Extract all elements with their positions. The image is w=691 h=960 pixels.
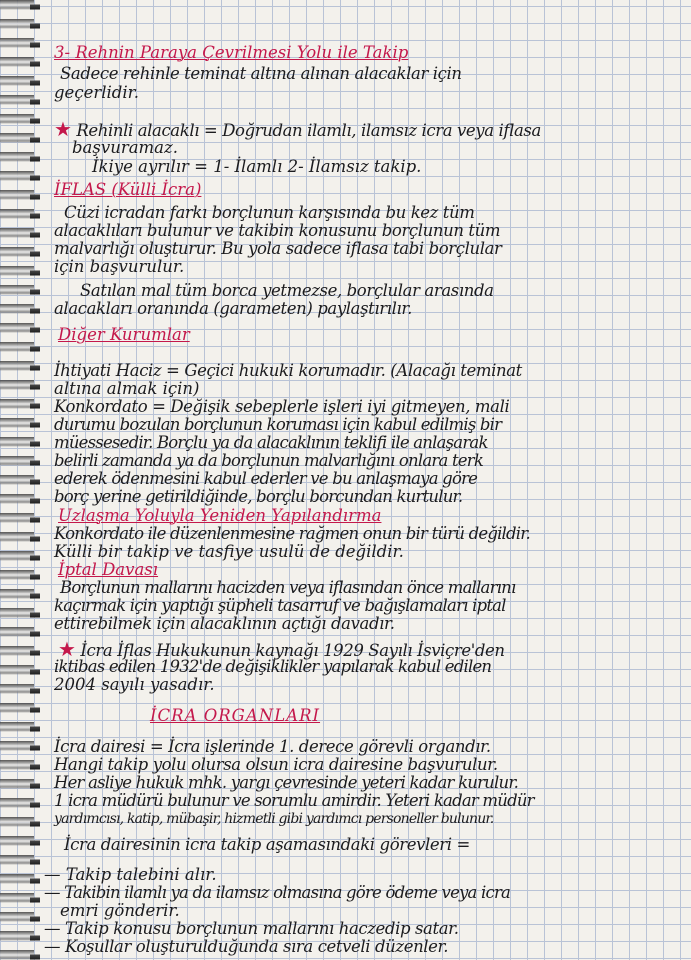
text-line: Cüzi icradan farkı borçlunun karşısında bu kez tüm (64, 203, 475, 222)
text-line: ederek ödenmesini kabul ederler ve bu anlaşmaya göre (54, 469, 478, 488)
binding-holes (30, 0, 40, 960)
text-line (58, 637, 505, 661)
list-item: — Koşullar oluşturulduğunda sıra cetveli düzenler. (44, 937, 449, 956)
text-line: borç yerine getirildiğinde, borçlu borcundan kurtulur. (54, 487, 463, 506)
text-line: malvarlığı oluşturur. Bu yola sadece iflasa tabi borçlular (54, 239, 502, 258)
heading-diger-kurumlar: Diğer Kurumlar (58, 325, 190, 344)
heading-rehin: 3- Rehnin Paraya Çevrilmesi Yolu ile Takip (54, 43, 409, 62)
text-line: emri gönderir. (60, 901, 180, 920)
star-icon: ★ (54, 117, 72, 141)
text-line: 2004 sayılı yasadır. (54, 675, 215, 694)
text-line: Her asliye hukuk mhk. yargı çevresinde yeteri kadar kurulur. (54, 773, 519, 792)
text-line: altına almak için) (54, 379, 200, 398)
text-line: iktibas edilen 1932'de değişiklikler yapılarak kabul edilen (54, 657, 492, 676)
text-line: belirli zamanda ya da borçlunun malvarlığını onlara terk (54, 451, 484, 470)
text-line: başvuramaz. (72, 138, 178, 157)
text-line: 1 icra müdürü bulunur ve sorumlu amirdir. Yeteri kadar müdür (54, 791, 534, 810)
list-item: — Takip konusu borçlunun mallarını haczedip satar. (44, 919, 459, 938)
text-line: Satılan mal tüm borca yetmezse, borçlular arasında (80, 281, 494, 300)
text-line: Külli bir takip ve tasfiye usulü de değildir. (54, 542, 404, 561)
note-text: Rehinli alacaklı = Doğrudan ilamlı, ilamsız icra veya iflasa (76, 121, 541, 140)
text-line: alacakları oranında (garameten) paylaştırılır. (54, 299, 412, 318)
text-line: İcra dairesinin icra takip aşamasındaki görevleri = (64, 835, 470, 854)
heading-iflas: İFLAS (Külli İcra) (54, 180, 202, 199)
note-text: İcra İflas Hukukunun kaynağı 1929 Sayılı İsviçre'den (80, 641, 505, 660)
text-line: Konkordato = Değişik sebeplerle işleri iyi gitmeyen, mali (54, 397, 510, 416)
text-line: Hangi takip yolu olursa olsun icra dairesine başvurulur. (54, 755, 498, 774)
text-line: durumu bozulan borçlunun koruması için kabul edilmiş bir (54, 415, 502, 434)
heading-uzlasma: Uzlaşma Yoluyla Yeniden Yapılandırma (58, 506, 382, 525)
text-line: ettirebilmek için alacaklının açtığı davadır. (54, 614, 395, 633)
heading-icra-organlari: İCRA ORGANLARI (150, 706, 321, 725)
list-item: — Takip talebini alır. (44, 865, 217, 884)
heading-iptal-davasi: İptal Davası (58, 560, 159, 579)
text-line: alacaklıları bulunur ve takibin konusunu borçlunun tüm (54, 221, 501, 240)
text-line: İcra dairesi = İcra işlerinde 1. derece görevli organdır. (54, 737, 491, 756)
text-line: için başvurulur. (54, 257, 185, 276)
text-line: müessesedir. Borçlu ya da alacaklının teklifi ile anlaşarak (54, 433, 488, 452)
spiral-binding (0, 0, 34, 960)
text-line: İhtiyati Haciz = Geçici hukuki korumadır. (Alacağı teminat (54, 361, 522, 380)
text-line: Borçlunun mallarını hacizden veya iflasından önce mallarını (60, 578, 516, 597)
text-line: yardımcısı, katip, mübaşir, hizmetli gibi yardımcı personeller bulunur. (54, 811, 494, 827)
text-line: kaçırmak için yaptığı şüpheli tasarruf ve bağışlamaları iptal (54, 596, 506, 615)
text-line: geçerlidir. (54, 83, 139, 102)
star-icon: ★ (58, 637, 76, 661)
text-line: İkiye ayrılır = 1- İlamlı 2- İlamsız takip. (92, 157, 422, 176)
list-item: — Takibin ilamlı ya da ilamsız olmasına göre ödeme veya icra (44, 883, 511, 902)
text-line: Konkordato ile düzenlenmesine rağmen onun bir türü değildir. (54, 524, 530, 543)
text-line (54, 117, 541, 141)
text-line: Sadece rehinle teminat altına alınan alacaklar için (60, 64, 462, 83)
